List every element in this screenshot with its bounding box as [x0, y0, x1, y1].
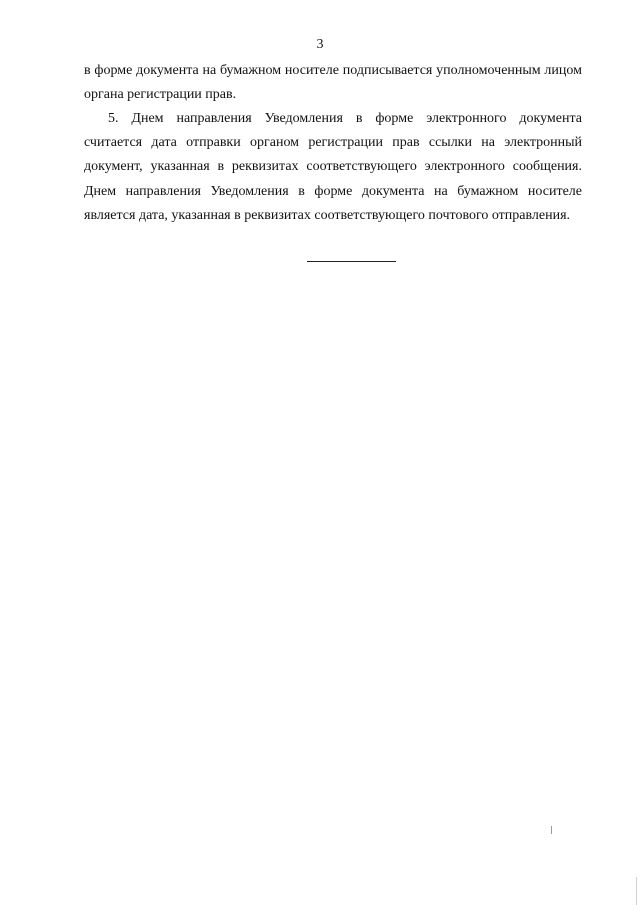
paragraph-line: документ, указанная в реквизитах соответствующего электронного сообщения.: [84, 159, 582, 175]
scan-mark: [551, 826, 552, 834]
page-number: 3: [316, 37, 324, 52]
paragraph-line: Днем направления Уведомления в форме документа на бумажном носителе: [84, 183, 582, 199]
paragraph-line: 5. Днем направления Уведомления в форме электронного документа: [108, 111, 582, 126]
scan-edge: [636, 877, 637, 905]
end-divider: [307, 261, 396, 262]
paragraph-line: органа регистрации прав.: [84, 87, 237, 103]
paragraph-continuation: [84, 59, 582, 107]
paragraph-line: является дата, указанная в реквизитах соответствующего почтового отправления.: [84, 207, 571, 223]
paragraph-item-5: [84, 107, 582, 228]
paragraph-line: в форме документа на бумажном носителе подписывается уполномоченным лицом: [84, 63, 582, 78]
paragraph-line: считается дата отправки органом регистрации прав ссылки на электронный: [84, 135, 582, 151]
